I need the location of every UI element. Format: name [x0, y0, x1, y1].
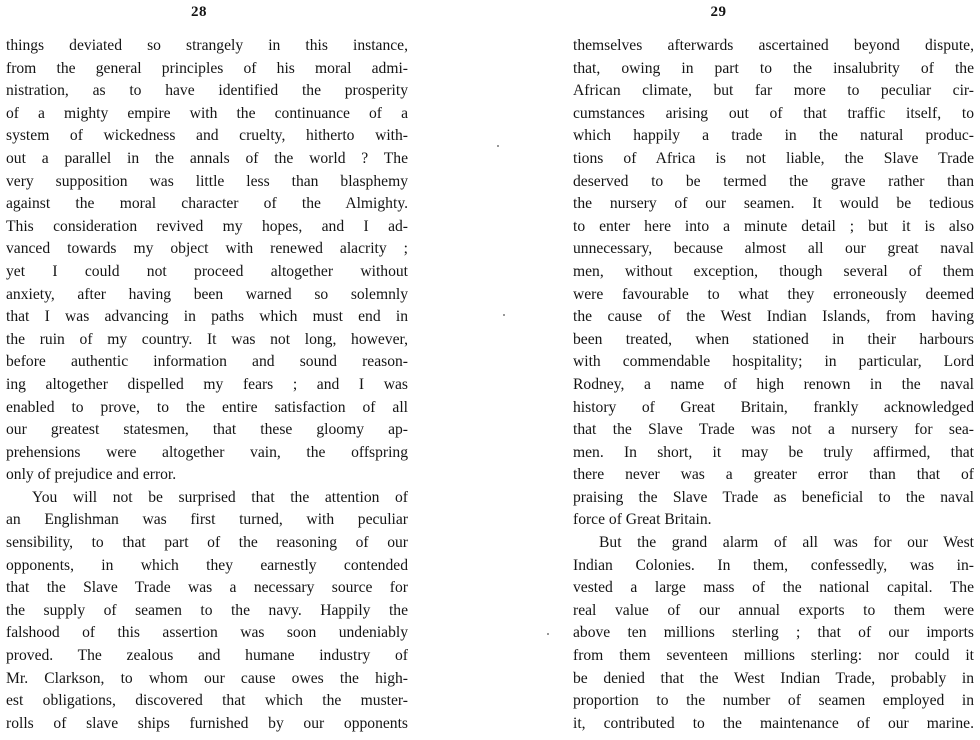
page-number-right: 29 — [710, 4, 727, 20]
left-page-line: You will not be surprised that the attention of — [32, 488, 408, 506]
left-page-line: system of wickedness and cruelty, hitherto with- — [6, 127, 408, 145]
left-page-line: against the moral character of the Almighty. — [6, 195, 408, 213]
left-page-line: prehensions were altogether vain, the offspring — [6, 443, 408, 461]
print-speck — [497, 145, 499, 147]
right-page-line: from them seventeen millions sterling: nor could it — [573, 647, 974, 665]
print-speck — [503, 314, 505, 316]
right-page-line: been treated, when stationed in their harbours — [573, 330, 974, 348]
left-page-line: enabled to prove, to the entire satisfaction of all — [6, 398, 408, 416]
right-page-line: there never was a greater error than that of — [573, 466, 974, 484]
left-page-line: yet I could not proceed altogether without — [6, 262, 408, 280]
left-page-line: sensibility, to that part of the reasoning of our — [6, 534, 408, 552]
left-page-line: that the Slave Trade was a necessary source for — [6, 579, 408, 597]
right-page-line: praising the Slave Trade as beneficial to the naval — [573, 488, 974, 506]
left-page-line: proved. The zealous and humane industry of — [6, 647, 408, 665]
right-page-line: Indian Colonies. In them, confessedly, was in- — [573, 556, 974, 574]
right-page-line: Rodney, a name of high renown in the naval — [573, 375, 974, 393]
right-page-line: it, contributed to the maintenance of our marine. — [573, 714, 974, 732]
right-page-line: themselves afterwards ascertained beyond dispute, — [573, 37, 974, 54]
page-number-left: 28 — [191, 4, 207, 20]
right-page-line: force of Great Britain. — [573, 511, 712, 529]
left-page-line: Mr. Clarkson, to whom our cause owes the high- — [6, 669, 408, 687]
right-page-line: history of Great Britain, frankly acknowledged — [573, 398, 974, 416]
right-page-line: that the Slave Trade was not a nursery for sea- — [573, 421, 974, 439]
left-page-line: an Englishman was first turned, with peculiar — [6, 511, 408, 529]
right-page-line: the cause of the West Indian Islands, from having — [573, 308, 974, 326]
right-page-line: proportion to the number of seamen employed in — [573, 692, 974, 710]
left-page-line: of a mighty empire with the continuance of a — [6, 104, 408, 122]
left-page-line: before authentic information and sound reason- — [6, 353, 408, 371]
right-page-text — [573, 35, 974, 735]
right-page-line: which happily a trade in the natural produc- — [573, 127, 974, 145]
left-page-line: rolls of slave ships furnished by our opponents — [6, 714, 408, 732]
right-page-line: be denied that the West Indian Trade, probably in — [573, 669, 974, 687]
right-page-line: vested a large mass of the national capital. The — [573, 579, 974, 597]
left-page — [6, 0, 408, 740]
left-page-line: from the general principles of his moral admi- — [6, 59, 408, 77]
left-page-line: falshood of this assertion was soon undeniably — [6, 624, 408, 642]
right-page-line: above ten millions sterling ; that of our imports — [573, 624, 974, 642]
right-page-line: men, without exception, though several of them — [573, 262, 974, 280]
right-page — [573, 0, 974, 740]
right-page-line: with commendable hospitality; in particular, Lord — [573, 353, 974, 371]
left-page-line: ing altogether dispelled my fears ; and I was — [6, 375, 408, 393]
right-page-line: were favourable to what they erroneously deemed — [573, 285, 974, 303]
left-page-text — [6, 35, 408, 735]
left-page-line: things deviated so strangely in this instance, — [6, 37, 408, 54]
left-page-line: that I was advancing in paths which must end in — [6, 308, 408, 326]
left-page-line: very supposition was little less than blasphemy — [6, 172, 408, 190]
right-page-line: deserved to be termed the grave rather than — [573, 172, 974, 190]
left-page-line: vanced towards my object with renewed alacrity ; — [6, 240, 408, 258]
left-page-line: the supply of seamen to the navy. Happily the — [6, 601, 408, 619]
left-page-line: opponents, in which they earnestly contended — [6, 556, 408, 574]
print-speck — [547, 633, 549, 635]
right-page-line: African climate, but far more to peculiar cir- — [573, 82, 974, 100]
right-page-line: the nursery of our seamen. It would be tedious — [573, 195, 974, 213]
right-page-line: real value of our annual exports to them were — [573, 601, 974, 619]
right-page-line: men. In short, it may be truly affirmed, that — [573, 443, 974, 461]
right-page-line: to enter here into a minute detail ; but it is also — [573, 217, 974, 235]
right-page-line: cumstances arising out of that traffic itself, to — [573, 104, 974, 122]
left-page-line: nistration, as to have identified the prosperity — [6, 82, 408, 100]
right-page-line: unnecessary, because almost all our great naval — [573, 240, 974, 258]
left-page-line: our greatest statesmen, that these gloomy ap- — [6, 421, 408, 439]
left-page-line: This consideration revived my hopes, and I ad- — [6, 217, 408, 235]
right-page-line: tions of Africa is not liable, the Slave Trade — [573, 149, 974, 167]
left-page-line: the ruin of my country. It was not long, however, — [6, 330, 408, 348]
left-page-line: est obligations, discovered that which the muster- — [6, 692, 408, 710]
left-page-line: anxiety, after having been warned so solemnly — [6, 285, 408, 303]
right-page-line: But the grand alarm of all was for our West — [599, 534, 974, 552]
left-page-line: only of prejudice and error. — [6, 466, 177, 484]
right-page-line: that, owing in part to the insalubrity of the — [573, 59, 974, 77]
left-page-line: out a parallel in the annals of the world ? The — [6, 149, 408, 167]
